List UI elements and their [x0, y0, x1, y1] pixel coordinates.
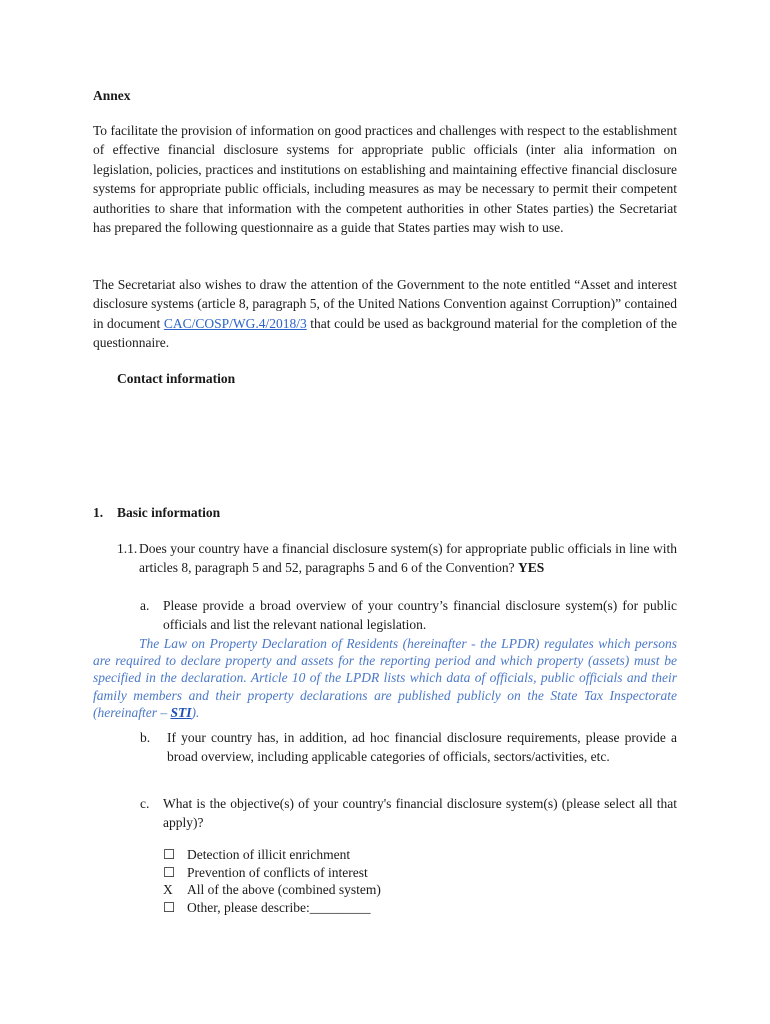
second-paragraph: [93, 275, 677, 353]
question-b-text: If your country has, in addition, ad hoc financial disclosure requirements, please provide a broad overview, including applicable categories of officials, sectors/activities, etc.: [167, 730, 677, 765]
question-a-letter: a.: [140, 598, 150, 613]
section-title: Basic information: [117, 505, 221, 520]
option-label: Prevention of conflicts of interest: [187, 864, 368, 880]
second-paragraph-end: that could be used as background material for the completion of the questionnaire.: [93, 315, 677, 351]
question-answer: YES: [518, 560, 545, 576]
sti-link[interactable]: STI: [170, 704, 192, 720]
option-label: All of the above (combined system): [187, 882, 381, 898]
contact-heading: Contact information: [117, 371, 236, 386]
section-number: 1.: [93, 505, 104, 520]
annex-heading: Annex: [93, 88, 131, 103]
question-a-text: Please provide a broad overview of your country’s financial disclosure system(s) for public officials and list the relevant national legislation.: [163, 598, 677, 633]
checkbox-icon[interactable]: ☐: [163, 864, 176, 880]
option-label: Other, please describe:_________: [187, 899, 371, 915]
question-b-letter: b.: [140, 730, 151, 745]
second-paragraph-text: The Secretariat also wishes to draw the attention of the Government to the note entitled “Asset and interest disclosure systems (article 8, paragraph 5, of the United Nations Convention against Corruption)” contained in document: [93, 277, 677, 331]
option-label: Detection of illicit enrichment: [187, 847, 351, 862]
question-1-1: [117, 539, 677, 578]
option-row[interactable]: [163, 881, 563, 899]
question-b: [140, 728, 677, 767]
question-a: [140, 596, 677, 635]
option-row[interactable]: [163, 864, 563, 882]
question-c-letter: c.: [140, 796, 150, 811]
option-row[interactable]: [163, 846, 563, 864]
answer-a-text: The Law on Property Declaration of Residents (hereinafter - the LPDR) regulates which persons are required to declare property and assets for the reporting period and which property (assets) must be specified in the declaration. Article 10 of the LPDR lists which data of officials, public officials and their family members and their property declarations are published publicly on the State Tax Inspectorate (hereinafter –: [93, 636, 677, 720]
answer-a-end: ).: [191, 704, 200, 720]
answer-a: [93, 635, 677, 721]
objective-options: [163, 846, 563, 916]
option-row[interactable]: [163, 899, 563, 917]
question-number: 1.1.: [117, 541, 138, 556]
section-1-heading: [93, 505, 220, 521]
checkbox-icon[interactable]: ☐: [163, 847, 176, 862]
document-link[interactable]: CAC/COSP/WG.4/2018/3: [163, 315, 307, 331]
intro-paragraph: To facilitate the provision of information on good practices and challenges with respect to the establishment of effective financial disclosure systems for appropriate public officials (inter alia information on legislation, policies, practices and institutions on establishing and maintaining effective financial disclosure systems for appropriate public officials, including measures as may be necessary to permit their competent authorities to share that information with the competent authorities in other States parties) the Secretariat has prepared the following questionnaire as a guide that States parties may wish to use.: [93, 123, 677, 236]
checkbox-checked-icon[interactable]: X: [163, 882, 173, 898]
question-text: Does your country have a financial disclosure system(s) for appropriate public officials in line with articles 8, paragraph 5 and 52, paragraphs 5 and 6 of the Convention?: [139, 541, 677, 576]
question-c: [140, 794, 677, 833]
question-c-text: What is the objective(s) of your country's financial disclosure system(s) (please select all that apply)?: [163, 796, 677, 831]
checkbox-icon[interactable]: ☐: [163, 899, 176, 915]
